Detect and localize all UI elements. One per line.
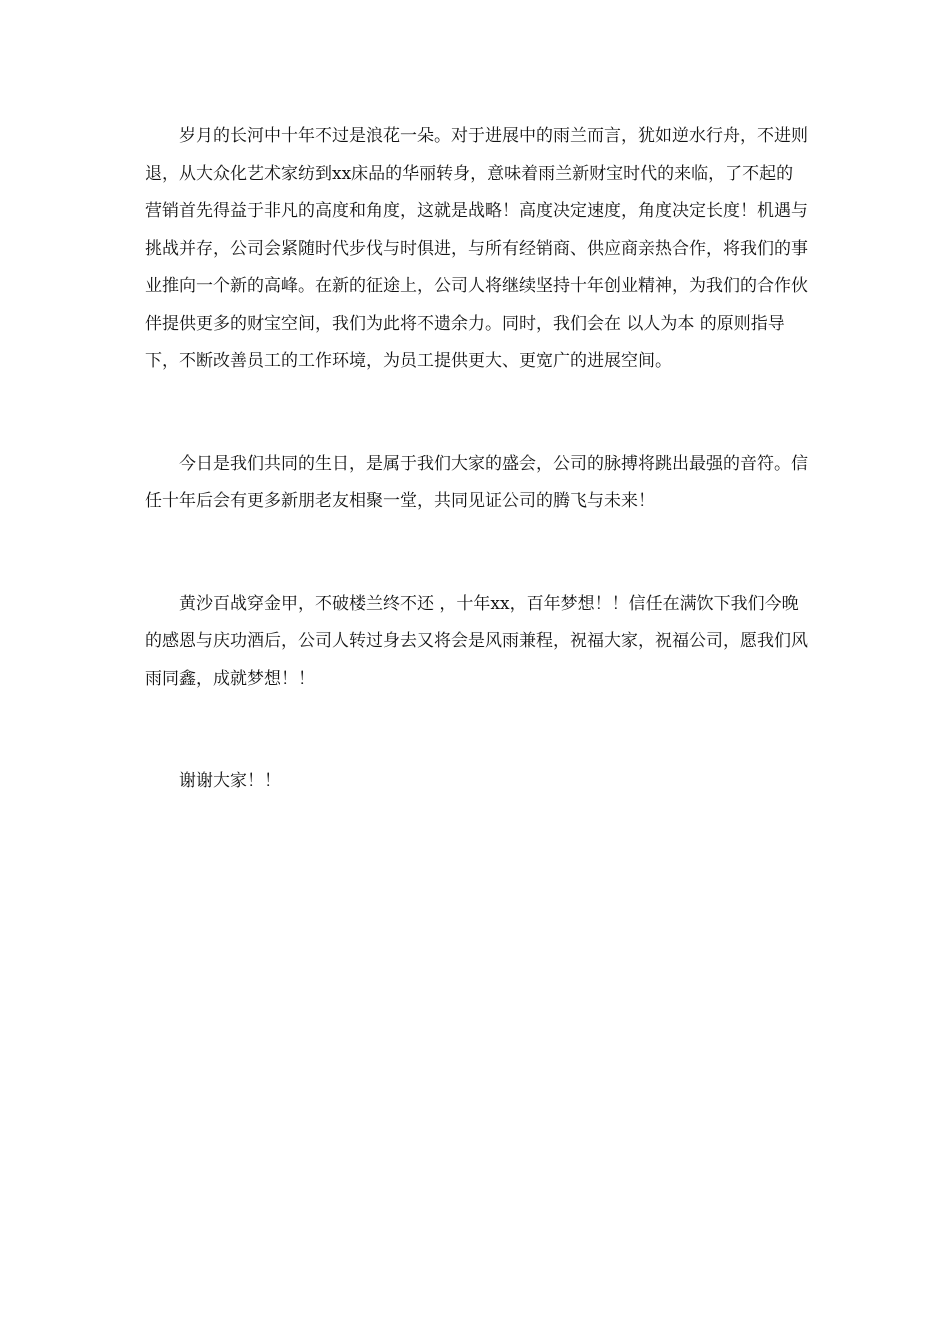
document-body xyxy=(145,118,810,801)
paragraph-closing-wishes: 黄沙百战穿金甲，不破楼兰终不还 ，十年xx，百年梦想！！信任在满饮下我们今晚的感恩与庆功酒后，公司人转过身去又将会是风雨兼程，祝福大家，祝福公司，愿我们风雨同鑫，成就梦想！！ xyxy=(145,593,808,689)
paragraph-shared-birthday: 今日是我们共同的生日，是属于我们大家的盛会，公司的脉搏将跳出最强的音符。信任十年后会有更多新朋老友相聚一堂，共同见证公司的腾飞与未来！ xyxy=(145,453,808,511)
paragraph-thanks: 谢谢大家！！ xyxy=(179,771,281,791)
paragraph-anniversary-strategy: 岁月的长河中十年不过是浪花一朵。对于进展中的雨兰而言，犹如逆水行舟，不进则退，从大众化艺术家纺到xx床品的华丽转身，意味着雨兰新财宝时代的来临，了不起的营销首先得益于非凡的高度和角度，这就是战略！高度决定速度，角度决定长度！机遇与挑战并存，公司会紧随时代步伐与时俱进，与所有经销商、供应商亲热合作，将我们的事业推向一个新的高峰。在新的征途上，公司人将继续坚持十年创业精神，为我们的合作伙伴提供更多的财宝空间，我们为此将不遗余力。同时，我们会在 以人为本 的原则指导下，不断改善员工的工作环境，为员工提供更大、更宽广的进展空间。 xyxy=(145,126,808,371)
